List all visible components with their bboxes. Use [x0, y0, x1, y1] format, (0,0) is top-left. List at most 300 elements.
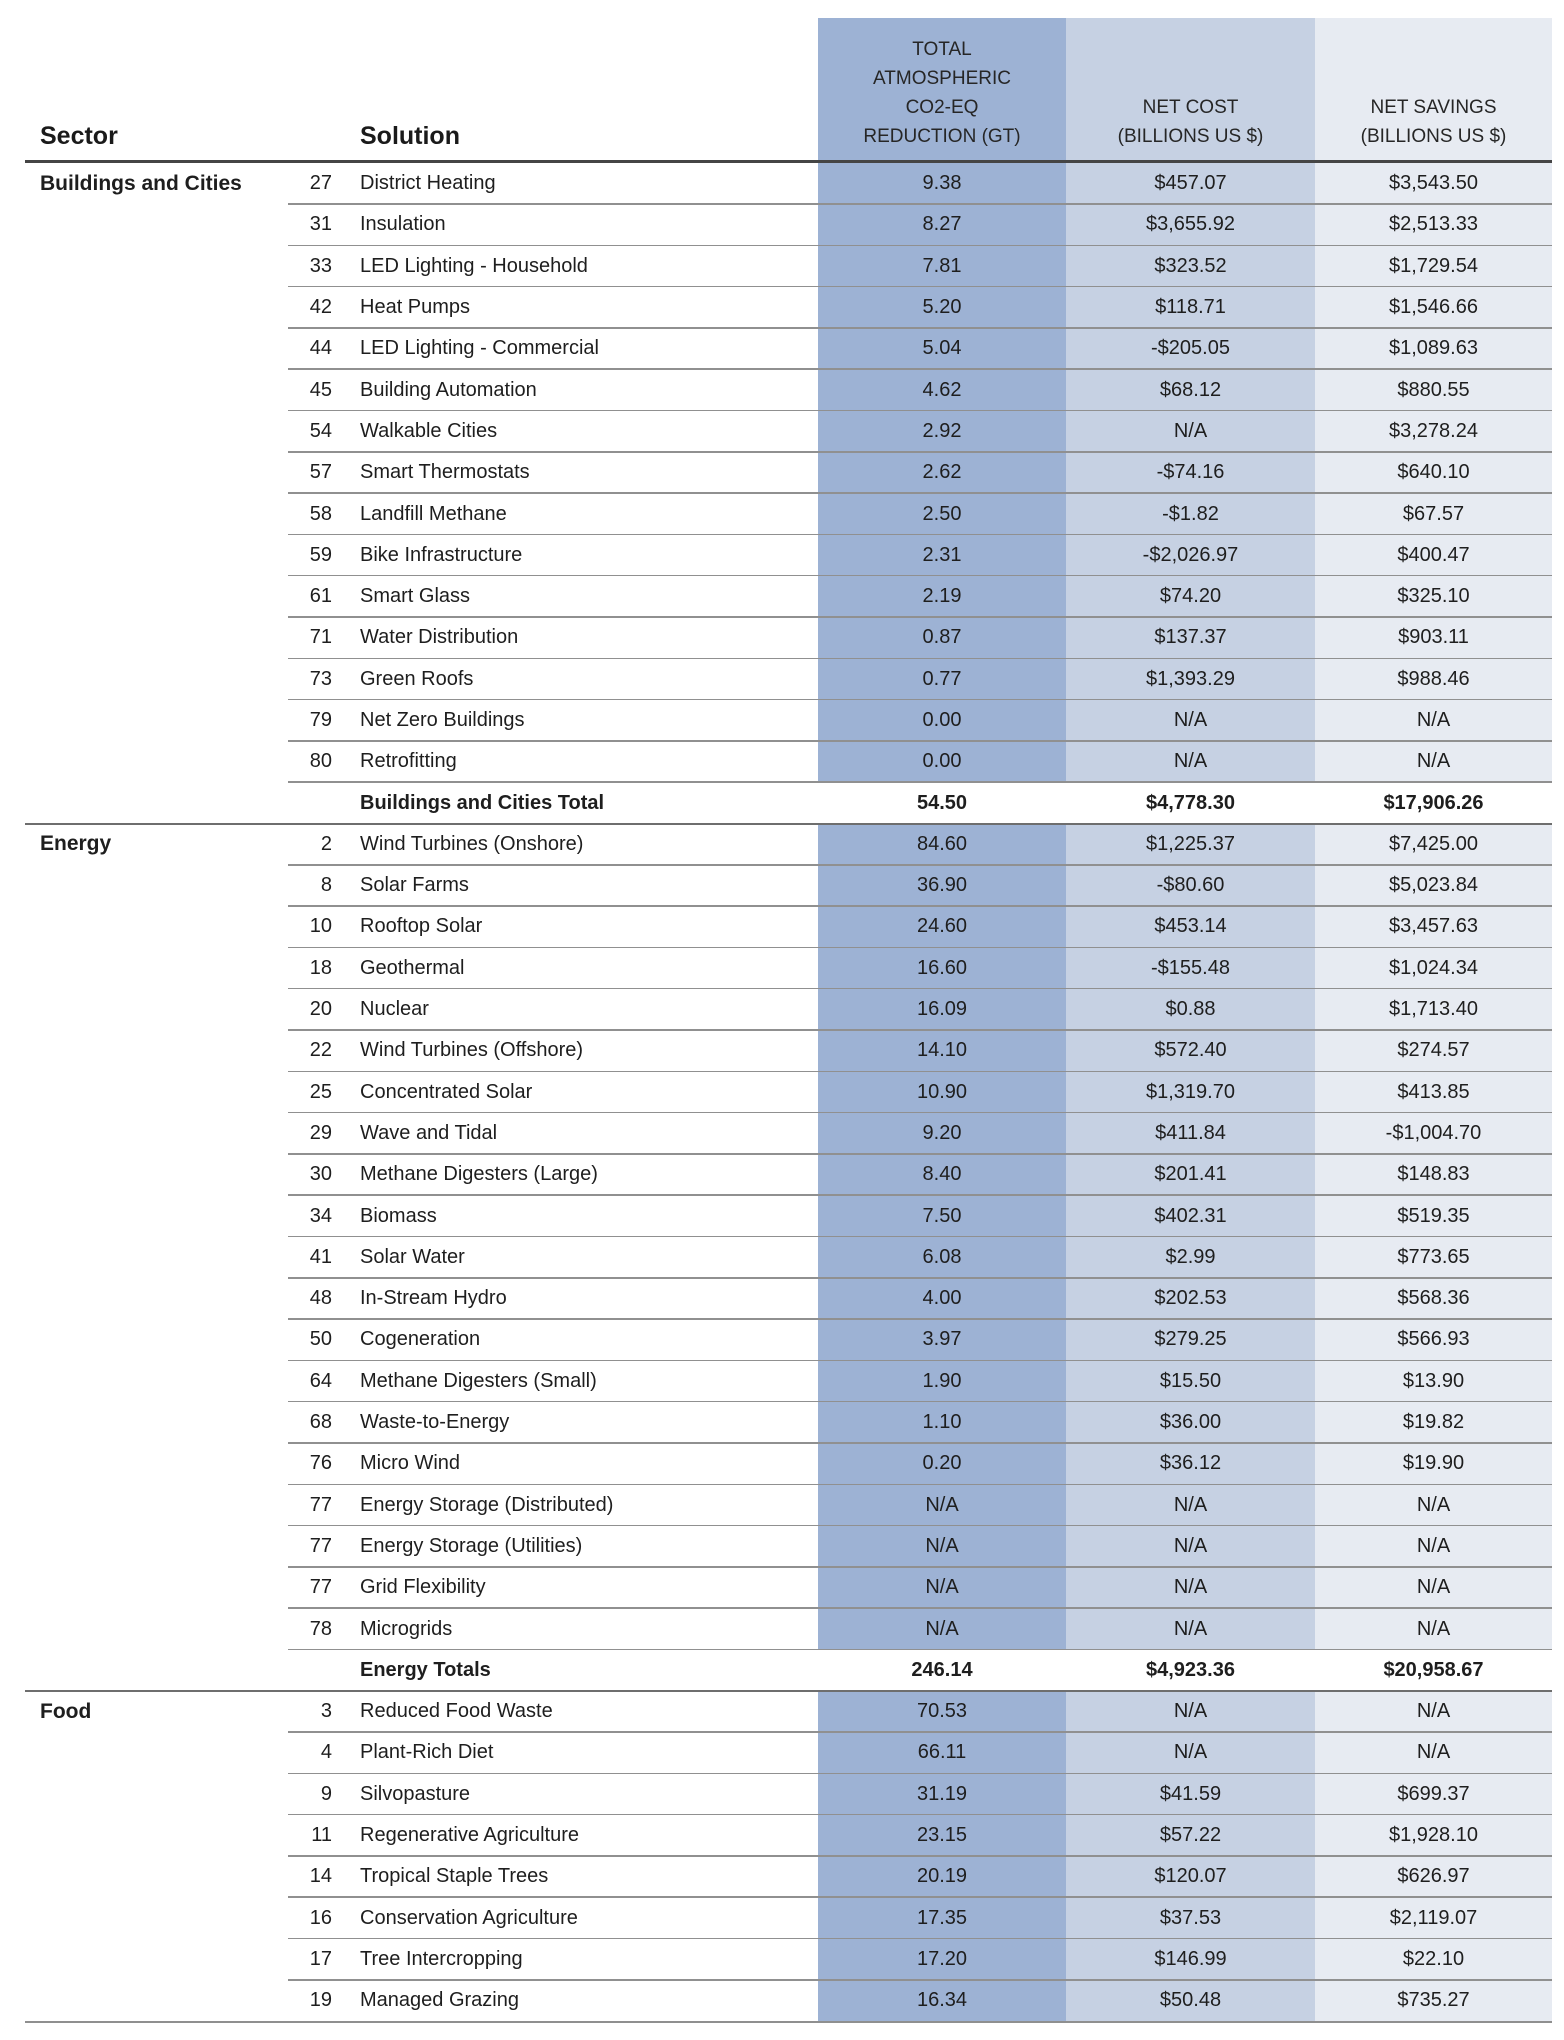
net-savings-value: $67.57: [1315, 493, 1552, 534]
solution-name: Retrofitting: [360, 750, 457, 773]
solution-rank: 77: [309, 1534, 332, 1557]
co2-reduction-value: N/A: [818, 1567, 1066, 1608]
table-row: [0, 1113, 1564, 1154]
net-cost-value: -$74.16: [1066, 452, 1315, 493]
net-savings-value: $19.82: [1315, 1402, 1552, 1443]
net-cost-value: $0.88: [1066, 989, 1315, 1030]
net-savings-value: N/A: [1315, 1567, 1552, 1608]
solution-rank: 77: [309, 1493, 332, 1516]
net-cost-value: N/A: [1066, 1526, 1315, 1567]
net-savings-value: $1,713.40: [1315, 989, 1552, 1030]
solution-rank: 80: [309, 750, 332, 773]
co2-reduction-value: 246.14: [911, 1658, 973, 1681]
solution-rank: 27: [309, 172, 332, 195]
co2-reduction-value: 66.11: [818, 1732, 1066, 1773]
net-cost-value: $120.07: [1066, 1856, 1315, 1897]
net-savings-value: $566.93: [1315, 1319, 1552, 1360]
row-divider: [288, 1814, 1552, 1816]
table-row: [0, 163, 1564, 204]
net-savings-value: $7,425.00: [1315, 824, 1552, 865]
solution-name: Microgrids: [360, 1617, 453, 1640]
table-body: [0, 163, 1564, 2021]
net-cost-value: $68.12: [1066, 369, 1315, 410]
table-row: [0, 411, 1564, 452]
solution-rank: 18: [309, 956, 332, 979]
solution-rank: 79: [309, 709, 332, 731]
net-savings-value: $413.85: [1315, 1072, 1552, 1113]
net-cost-value: $1,319.70: [1066, 1072, 1315, 1113]
solution-rank: 76: [309, 1452, 332, 1475]
solution-rank: 45: [309, 378, 332, 401]
table-row: [0, 1897, 1564, 1938]
solution-name: Tropical Staple Trees: [360, 1865, 549, 1888]
solution-name: Net Zero Buildings: [360, 709, 525, 731]
row-divider: [288, 1896, 1552, 1898]
net-cost-value: N/A: [1066, 700, 1315, 741]
solution-name: Micro Wind: [360, 1452, 461, 1475]
co2-reduction-value: 0.20: [818, 1443, 1066, 1484]
solution-rank: 50: [309, 1328, 332, 1351]
co2-reduction-value: 4.00: [818, 1278, 1066, 1319]
row-divider: [288, 864, 1552, 866]
row-divider: [288, 1938, 1552, 1940]
net-cost-value: N/A: [1066, 1691, 1315, 1732]
row-divider: [288, 699, 1552, 701]
co2-reduction-value: 5.20: [818, 287, 1066, 328]
solution-rank: 10: [309, 915, 332, 938]
table-row: [0, 700, 1564, 741]
table-row: [0, 617, 1564, 658]
net-savings-value: $13.90: [1315, 1361, 1552, 1402]
co2-reduction-value: 0.00: [818, 700, 1066, 741]
co2-reduction-value: 7.50: [818, 1195, 1066, 1236]
table-row: [0, 1154, 1564, 1195]
solution-name: Green Roofs: [360, 667, 474, 690]
row-divider: [288, 1401, 1552, 1403]
net-savings-value: N/A: [1315, 1526, 1552, 1567]
row-divider: [288, 245, 1552, 247]
net-cost-value: $15.50: [1066, 1361, 1315, 1402]
solution-name: Energy Totals: [360, 1658, 491, 1681]
co2-reduction-value: 2.31: [818, 535, 1066, 576]
net-savings-value: $22.10: [1315, 1939, 1552, 1980]
net-savings-value: $699.37: [1315, 1774, 1552, 1815]
solution-rank: 4: [320, 1741, 332, 1764]
solution-name: Methane Digesters (Small): [360, 1369, 597, 1392]
solution-rank: 41: [309, 1245, 332, 1268]
co2-reduction-value: 23.15: [818, 1815, 1066, 1856]
row-divider: [288, 203, 1552, 205]
net-cost-value: $457.07: [1066, 163, 1315, 204]
row-divider: [288, 1360, 1552, 1362]
solution-name: Conservation Agriculture: [360, 1906, 578, 1929]
net-cost-value: $146.99: [1066, 1939, 1315, 1980]
row-divider: [288, 575, 1552, 577]
solution-name: Wind Turbines (Offshore): [360, 1039, 584, 1062]
row-divider: [288, 1277, 1552, 1279]
table-row: [0, 1856, 1564, 1897]
net-savings-value: N/A: [1315, 1732, 1552, 1773]
net-cost-header-line: (BILLIONS US $): [1117, 126, 1264, 147]
net-cost-value: N/A: [1066, 741, 1315, 782]
row-divider: [288, 1484, 1552, 1486]
net-savings-value: $17,906.26: [1383, 791, 1484, 814]
net-cost-value: $202.53: [1066, 1278, 1315, 1319]
co2-reduction-value: 4.62: [818, 369, 1066, 410]
co2-reduction-value: 2.50: [818, 493, 1066, 534]
table-row: [0, 989, 1564, 1030]
row-divider: [288, 451, 1552, 453]
net-cost-value: $1,225.37: [1066, 824, 1315, 865]
row-divider: [288, 1773, 1552, 1775]
row-divider: [288, 616, 1552, 618]
net-savings-value: $148.83: [1315, 1154, 1552, 1195]
row-divider: [288, 1442, 1552, 1444]
net-savings-header-line: NET SAVINGS: [1370, 97, 1497, 118]
net-savings-value: $2,119.07: [1315, 1897, 1552, 1938]
row-divider: [288, 1153, 1552, 1155]
net-savings-value: $400.47: [1315, 535, 1552, 576]
row-divider: [288, 1855, 1552, 1857]
solution-rank: 54: [309, 419, 332, 442]
solution-name: Building Automation: [360, 378, 537, 401]
co2-reduction-value: 0.77: [818, 659, 1066, 700]
net-cost-value: $36.12: [1066, 1443, 1315, 1484]
co2-reduction-value: 1.90: [818, 1361, 1066, 1402]
co2-reduction-value: 16.34: [818, 1980, 1066, 2021]
table-row: [0, 1278, 1564, 1319]
co2-reduction-value: 16.09: [818, 989, 1066, 1030]
table-row: [0, 1072, 1564, 1113]
solution-name: Reduced Food Waste: [360, 1700, 553, 1723]
table-row: [0, 1732, 1564, 1773]
solution-rank: 59: [309, 543, 332, 566]
table-total-row: [0, 1650, 1564, 1691]
table-row: [0, 1815, 1564, 1856]
net-savings-value: $1,729.54: [1315, 246, 1552, 287]
row-divider: [288, 492, 1552, 494]
solution-rank: 48: [309, 1287, 332, 1310]
table-row: [0, 328, 1564, 369]
co2-reduction-value: 10.90: [818, 1072, 1066, 1113]
net-cost-value: $50.48: [1066, 1980, 1315, 2021]
table-row: [0, 1526, 1564, 1567]
co2-reduction-value: 36.90: [818, 865, 1066, 906]
solution-rank: 3: [320, 1700, 332, 1723]
net-savings-value: N/A: [1315, 741, 1552, 782]
net-savings-value: $325.10: [1315, 576, 1552, 617]
net-cost-value: -$205.05: [1066, 328, 1315, 369]
solution-name: Concentrated Solar: [360, 1080, 533, 1103]
row-divider: [288, 1525, 1552, 1527]
co2-reduction-value: 2.19: [818, 576, 1066, 617]
co2-reduction-value: 9.20: [818, 1113, 1066, 1154]
solution-name: Grid Flexibility: [360, 1576, 486, 1599]
solution-rank: 30: [309, 1163, 332, 1186]
solution-rank: 8: [320, 874, 332, 897]
net-cost-value: $74.20: [1066, 576, 1315, 617]
co2-reduction-value: 14.10: [818, 1030, 1066, 1071]
net-cost-value: -$2,026.97: [1066, 535, 1315, 576]
solution-name: LED Lighting - Commercial: [360, 337, 599, 360]
net-cost-value: $453.14: [1066, 906, 1315, 947]
solution-rank: 22: [309, 1039, 332, 1062]
solution-name: Biomass: [360, 1204, 437, 1227]
co2-reduction-value: 7.81: [818, 246, 1066, 287]
row-divider: [288, 1731, 1552, 1733]
co2-header-line: CO2-EQ: [905, 97, 979, 118]
co2-reduction-value: 20.19: [818, 1856, 1066, 1897]
solution-rank: 77: [309, 1576, 332, 1599]
row-divider: [288, 781, 1552, 783]
co2-header-line: REDUCTION (GT): [863, 126, 1021, 147]
solution-name: Managed Grazing: [360, 1989, 519, 2012]
co2-reduction-value: 0.87: [818, 617, 1066, 658]
table-row: [0, 1691, 1564, 1732]
table-row: [0, 576, 1564, 617]
solution-name: Smart Thermostats: [360, 461, 530, 484]
row-divider: [288, 947, 1552, 949]
co2-reduction-value: 3.97: [818, 1319, 1066, 1360]
row-divider: [288, 368, 1552, 370]
net-cost-value: $4,923.36: [1146, 1658, 1235, 1681]
net-cost-column-header: [1066, 18, 1315, 162]
solution-rank: 9: [320, 1782, 332, 1805]
co2-reduction-value: N/A: [818, 1485, 1066, 1526]
table-row: [0, 493, 1564, 534]
sector-label: Buildings and Cities: [40, 171, 242, 195]
solution-name: Bike Infrastructure: [360, 543, 523, 566]
solution-rank: 11: [311, 1824, 332, 1847]
row-divider: [288, 1318, 1552, 1320]
table-row: [0, 1361, 1564, 1402]
table-row: [0, 824, 1564, 865]
solution-rank: 57: [309, 461, 332, 484]
sector-column-header: Sector: [40, 122, 118, 150]
net-cost-value: N/A: [1066, 1732, 1315, 1773]
solution-rank: 14: [309, 1865, 332, 1888]
solution-rank: 73: [309, 667, 332, 690]
net-cost-value: $323.52: [1066, 246, 1315, 287]
net-savings-value: N/A: [1315, 1608, 1552, 1649]
solution-rank: 34: [309, 1204, 332, 1227]
net-cost-value: -$80.60: [1066, 865, 1315, 906]
row-divider: [288, 740, 1552, 742]
table-row: [0, 741, 1564, 782]
net-savings-value: $903.11: [1315, 617, 1552, 658]
net-savings-value: $988.46: [1315, 659, 1552, 700]
table-bottom-divider: [25, 2021, 1552, 2023]
net-savings-value: N/A: [1315, 1691, 1552, 1732]
row-divider: [288, 327, 1552, 329]
row-divider: [288, 905, 1552, 907]
co2-reduction-value: 54.50: [916, 791, 968, 814]
table-row: [0, 1567, 1564, 1608]
solution-rank: 25: [309, 1080, 332, 1103]
solution-rank: 68: [309, 1411, 332, 1434]
solution-rank: 17: [309, 1947, 332, 1970]
net-savings-value: $880.55: [1315, 369, 1552, 410]
table-row: [0, 1237, 1564, 1278]
co2-header-line: TOTAL: [912, 39, 972, 60]
net-cost-value: N/A: [1066, 411, 1315, 452]
solution-rank: 29: [309, 1121, 332, 1144]
solution-rank: 31: [309, 213, 332, 236]
solution-name: Solar Water: [360, 1245, 465, 1268]
co2-reduction-column-header: [818, 18, 1066, 162]
net-savings-value: -$1,004.70: [1315, 1113, 1552, 1154]
solution-name: Landfill Methane: [360, 502, 507, 525]
net-cost-value: $402.31: [1066, 1195, 1315, 1236]
row-divider: [288, 286, 1552, 288]
solution-name: Tree Intercropping: [360, 1947, 523, 1970]
net-savings-value: $1,546.66: [1315, 287, 1552, 328]
net-savings-value: $1,089.63: [1315, 328, 1552, 369]
table-row: [0, 287, 1564, 328]
net-savings-value: $626.97: [1315, 1856, 1552, 1897]
table-row: [0, 1980, 1564, 2021]
sector-label: Food: [40, 1699, 92, 1723]
section-divider: [25, 823, 1552, 825]
solution-rank: 33: [309, 254, 332, 277]
row-divider: [288, 1979, 1552, 1981]
net-savings-value: $5,023.84: [1315, 865, 1552, 906]
co2-reduction-value: 24.60: [818, 906, 1066, 947]
solution-name: Buildings and Cities Total: [360, 791, 605, 814]
row-divider: [288, 1236, 1552, 1238]
table-row: [0, 1443, 1564, 1484]
co2-reduction-value: 84.60: [818, 824, 1066, 865]
table-row: [0, 948, 1564, 989]
solution-name: Walkable Cities: [360, 419, 498, 442]
net-savings-value: $519.35: [1315, 1195, 1552, 1236]
net-cost-value: $41.59: [1066, 1774, 1315, 1815]
solution-name: Energy Storage (Distributed): [360, 1493, 614, 1516]
co2-header-line: ATMOSPHERIC: [873, 68, 1011, 89]
net-cost-value: $4,778.30: [1146, 791, 1235, 814]
net-savings-value: $3,457.63: [1315, 906, 1552, 947]
co2-reduction-value: 6.08: [818, 1237, 1066, 1278]
net-cost-value: $36.00: [1066, 1402, 1315, 1443]
row-divider: [288, 1029, 1552, 1031]
co2-reduction-value: N/A: [818, 1608, 1066, 1649]
table-row: [0, 1319, 1564, 1360]
net-savings-value: N/A: [1315, 1485, 1552, 1526]
co2-reduction-value: 2.92: [818, 411, 1066, 452]
net-savings-value: $3,278.24: [1315, 411, 1552, 452]
net-cost-value: $572.40: [1066, 1030, 1315, 1071]
net-savings-value: $3,543.50: [1315, 163, 1552, 204]
table-row: [0, 1608, 1564, 1649]
co2-reduction-value: 17.20: [818, 1939, 1066, 1980]
solution-rank: 20: [309, 998, 332, 1021]
net-savings-value: $735.27: [1315, 1980, 1552, 2021]
co2-reduction-value: 16.60: [818, 948, 1066, 989]
solution-name: Energy Storage (Utilities): [360, 1534, 583, 1557]
row-divider: [288, 658, 1552, 660]
table-row: [0, 659, 1564, 700]
table-row: [0, 452, 1564, 493]
net-savings-value: $773.65: [1315, 1237, 1552, 1278]
solution-rank: 64: [309, 1369, 332, 1392]
net-cost-value: $118.71: [1066, 287, 1315, 328]
solution-name: Regenerative Agriculture: [360, 1824, 580, 1847]
net-savings-value: $1,024.34: [1315, 948, 1552, 989]
solution-name: Nuclear: [360, 998, 429, 1021]
net-cost-value: $2.99: [1066, 1237, 1315, 1278]
row-divider: [288, 534, 1552, 536]
net-cost-value: N/A: [1066, 1485, 1315, 1526]
co2-reduction-value: 17.35: [818, 1897, 1066, 1938]
net-cost-value: N/A: [1066, 1567, 1315, 1608]
net-savings-value: $20,958.67: [1383, 1658, 1484, 1681]
net-savings-value: $274.57: [1315, 1030, 1552, 1071]
solution-name: Smart Glass: [360, 585, 471, 608]
section-divider: [25, 1690, 1552, 1692]
co2-reduction-value: 1.10: [818, 1402, 1066, 1443]
co2-reduction-value: 9.38: [818, 163, 1066, 204]
table-row: [0, 204, 1564, 245]
solution-rank: 78: [309, 1617, 332, 1640]
co2-reduction-value: 0.00: [818, 741, 1066, 782]
net-cost-value: $279.25: [1066, 1319, 1315, 1360]
solution-rank: 44: [309, 337, 332, 360]
solution-name: Methane Digesters (Large): [360, 1163, 598, 1186]
solution-column-header: Solution: [360, 122, 460, 150]
solution-name: Insulation: [360, 213, 446, 236]
net-cost-value: -$1.82: [1066, 493, 1315, 534]
net-cost-header-line: NET COST: [1142, 97, 1239, 118]
table-row: [0, 1195, 1564, 1236]
table-row: [0, 865, 1564, 906]
sector-label: Energy: [40, 832, 112, 856]
net-savings-value: $2,513.33: [1315, 204, 1552, 245]
row-divider: [288, 1112, 1552, 1114]
net-cost-value: $411.84: [1066, 1113, 1315, 1154]
table-row: [0, 1030, 1564, 1071]
solution-name: Geothermal: [360, 956, 465, 979]
row-divider: [288, 1194, 1552, 1196]
net-savings-value: $19.90: [1315, 1443, 1552, 1484]
net-savings-column-header: [1315, 18, 1552, 162]
net-cost-value: $201.41: [1066, 1154, 1315, 1195]
co2-reduction-value: 70.53: [818, 1691, 1066, 1732]
co2-reduction-value: 5.04: [818, 328, 1066, 369]
table-row: [0, 535, 1564, 576]
net-cost-value: $1,393.29: [1066, 659, 1315, 700]
table-row: [0, 906, 1564, 947]
solution-rank: 42: [309, 296, 332, 319]
solution-name: Plant-Rich Diet: [360, 1741, 494, 1764]
table-row: [0, 1774, 1564, 1815]
solution-name: Water Distribution: [360, 626, 519, 649]
table-row: [0, 246, 1564, 287]
co2-reduction-value: 2.62: [818, 452, 1066, 493]
net-savings-value: $1,928.10: [1315, 1815, 1552, 1856]
solution-name: Heat Pumps: [360, 296, 471, 319]
solution-rank: 58: [309, 502, 332, 525]
net-cost-value: $137.37: [1066, 617, 1315, 658]
table-row: [0, 369, 1564, 410]
solution-name: Waste-to-Energy: [360, 1411, 510, 1434]
solution-rank: 19: [309, 1989, 332, 2012]
net-savings-header-line: (BILLIONS US $): [1360, 126, 1507, 147]
table-row: [0, 1485, 1564, 1526]
row-divider: [288, 1071, 1552, 1073]
co2-reduction-value: 8.27: [818, 204, 1066, 245]
solution-name: Rooftop Solar: [360, 915, 483, 938]
solution-name: In-Stream Hydro: [360, 1287, 507, 1310]
